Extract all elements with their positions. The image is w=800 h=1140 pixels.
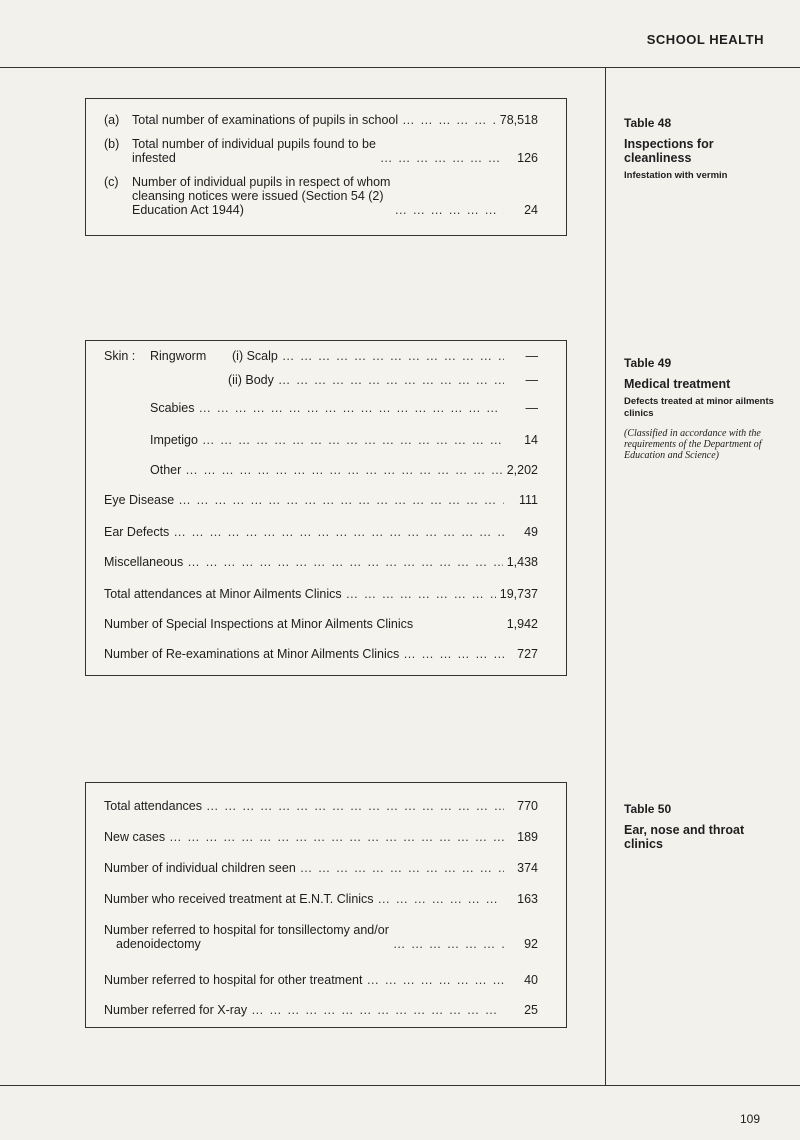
row-prefix: (b) [104, 137, 120, 151]
row-value: 92 [524, 937, 538, 951]
table-row [104, 525, 538, 539]
row-value: — [525, 373, 538, 387]
table-row [104, 861, 538, 875]
row-value: 1,942 [506, 617, 538, 631]
table-row [104, 175, 538, 217]
row-value: 14 [524, 433, 538, 447]
row-label: Number who received treatment at E.N.T. Clinics [104, 892, 374, 906]
table-row [104, 647, 538, 661]
table-number: Table 48 [624, 116, 672, 130]
row-value: 19,737 [499, 587, 538, 601]
row-value: 727 [517, 647, 538, 661]
row-label-cont: cleansing notices were issued (Section 54 (2) [132, 189, 384, 203]
table-row [104, 401, 538, 415]
page-number: 109 [739, 1112, 760, 1126]
section-header: SCHOOL HEALTH [646, 32, 764, 47]
table-row [104, 493, 538, 507]
row-label: Other [150, 463, 182, 477]
row-value: 163 [517, 892, 538, 906]
table-row [104, 923, 538, 951]
table-note: (Classified in accordance with the requirements of the Department of Education and Science) [624, 428, 762, 461]
row-value: 78,518 [499, 113, 538, 127]
row-value: 770 [517, 799, 538, 813]
row-label: Number of Re-examinations at Minor Ailments Clinics [104, 647, 400, 661]
table-row [104, 555, 538, 569]
row-value: — [525, 401, 538, 415]
row-value: 374 [517, 861, 538, 875]
table-row [104, 1003, 538, 1017]
ringworm-label: Ringworm [150, 349, 207, 363]
table-row [104, 892, 538, 906]
table-49-box [85, 340, 567, 676]
row-label: Ear Defects [104, 525, 170, 539]
table-row [104, 973, 538, 987]
row-label: (i) Scalp [232, 349, 278, 363]
row-label: Total number of individual pupils found to be [132, 137, 376, 151]
table-48-box [85, 98, 567, 236]
table-row [104, 433, 538, 447]
row-label: Eye Disease [104, 493, 175, 507]
row-value: 189 [517, 830, 538, 844]
row-value: 25 [524, 1003, 538, 1017]
row-label: Miscellaneous [104, 555, 184, 569]
row-label: Scabies [150, 401, 195, 415]
row-label: Impetigo [150, 433, 198, 447]
row-value: 1,438 [506, 555, 538, 569]
top-rule [0, 67, 800, 68]
row-label-cont: Education Act 1944) [132, 203, 244, 217]
row-value: 49 [524, 525, 538, 539]
row-label-cont: adenoidectomy [116, 937, 201, 951]
row-label: Number of individual children seen [104, 861, 296, 875]
bottom-rule [0, 1085, 800, 1086]
table-row [104, 799, 538, 813]
row-label-cont: infested [132, 151, 176, 165]
row-label: New cases [104, 830, 166, 844]
table-48-caption [624, 116, 784, 190]
table-row [104, 349, 538, 363]
row-label: Number of Special Inspections at Minor Ailments Clinics [104, 617, 414, 631]
table-title: Ear, nose and throat clinics [624, 823, 745, 851]
table-49-caption [624, 356, 784, 461]
row-label: Number of individual pupils in respect of whom [132, 175, 391, 189]
table-row [104, 587, 538, 601]
row-value: 126 [517, 151, 538, 165]
row-value: — [525, 349, 538, 363]
table-row [104, 617, 538, 631]
row-label: (ii) Body [228, 373, 274, 387]
table-row [104, 463, 538, 477]
table-row [104, 113, 538, 127]
skin-label: Skin : [104, 349, 136, 363]
row-value: 2,202 [506, 463, 538, 477]
table-title: Inspections for cleanliness [624, 137, 714, 165]
table-50-box [85, 782, 567, 1028]
table-row [104, 830, 538, 844]
row-value: 40 [524, 973, 538, 987]
row-label: Total attendances at Minor Ailments Clinics [104, 587, 342, 601]
row-label: Number referred to hospital for other treatment [104, 973, 363, 987]
column-divider [605, 67, 606, 1085]
table-title: Medical treatment [624, 377, 731, 391]
row-value: 111 [518, 493, 538, 507]
row-prefix: (a) [104, 113, 120, 127]
table-number: Table 49 [624, 356, 672, 370]
row-label: Total number of examinations of pupils in school [132, 113, 399, 127]
row-value: 24 [524, 203, 538, 217]
row-label: Total attendances [104, 799, 202, 813]
table-row [104, 137, 538, 165]
table-number: Table 50 [624, 802, 672, 816]
table-subtitle: Infestation with vermin [624, 170, 728, 181]
row-label: Number referred to hospital for tonsillectomy and/or [104, 923, 389, 937]
row-label: Number referred for X-ray [104, 1003, 248, 1017]
table-subtitle: Defects treated at minor ailments clinics [624, 396, 774, 419]
table-50-caption [624, 802, 784, 856]
row-prefix: (c) [104, 175, 119, 189]
table-row [104, 373, 538, 387]
